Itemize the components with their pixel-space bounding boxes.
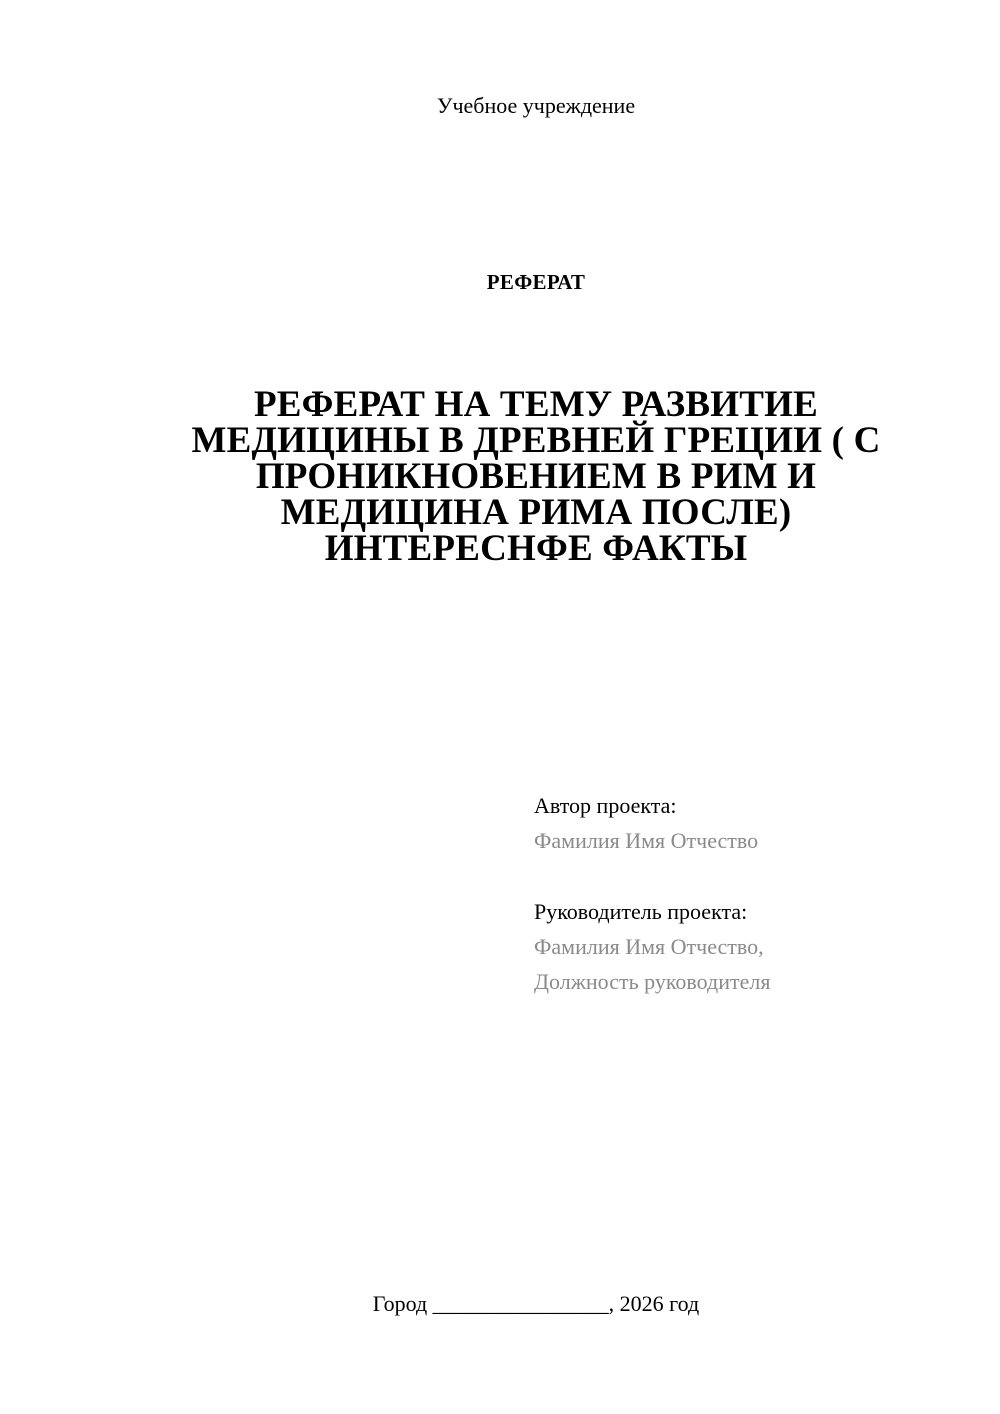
document-title xyxy=(150,384,922,569)
supervisor-name-placeholder: Фамилия Имя Отчество, xyxy=(534,934,764,959)
title-line: МЕДИЦИНА РИМА ПОСЛЕ) xyxy=(280,492,792,533)
institution-name: Учебное учреждение xyxy=(436,93,636,118)
authors-block xyxy=(534,788,974,999)
document-type-heading: РЕФЕРАТ xyxy=(486,270,586,294)
city-year-line: Город ________________, 2026 год xyxy=(372,1291,700,1316)
author-name-placeholder: Фамилия Имя Отчество xyxy=(534,828,759,853)
supervisor-position-placeholder: Должность руководителя xyxy=(534,969,771,994)
supervisor-label: Руководитель проекта: xyxy=(534,899,748,924)
title-line: ИНТЕРЕСНФЕ ФАКТЫ xyxy=(324,528,748,569)
title-line: РЕФЕРАТ НА ТЕМУ РАЗВИТИЕ xyxy=(253,384,819,425)
title-line: МЕДИЦИНЫ В ДРЕВНЕЙ ГРЕЦИИ ( С xyxy=(191,420,881,461)
title-line: ПРОНИКНОВЕНИЕМ В РИМ И xyxy=(255,456,817,497)
spacer xyxy=(534,858,974,894)
author-label: Автор проекта: xyxy=(534,793,677,818)
